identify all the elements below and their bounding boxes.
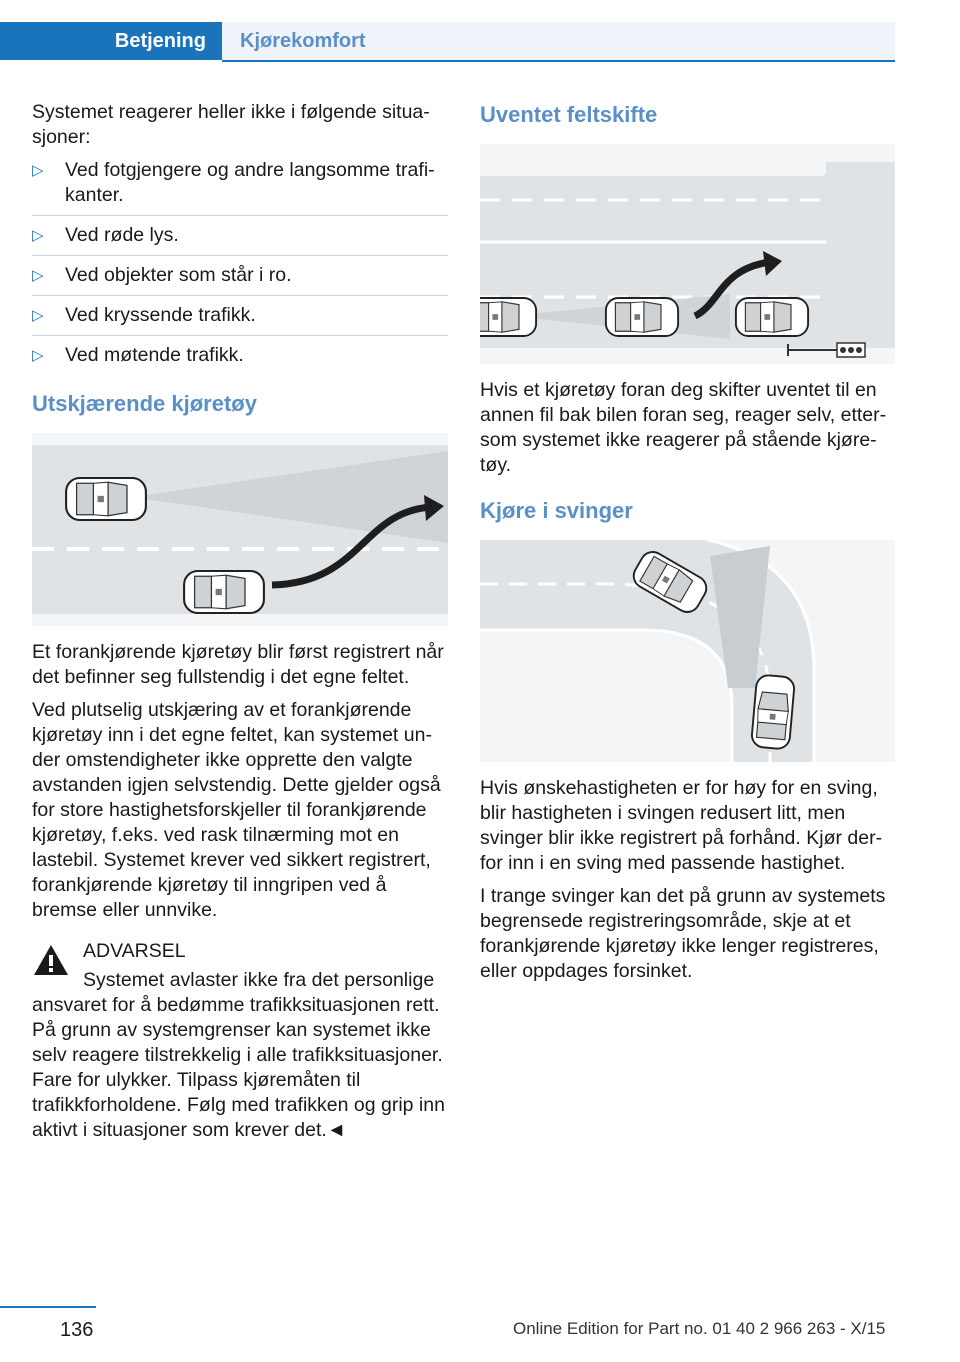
warning-title: ADVARSEL <box>83 940 186 962</box>
situation-list <box>32 158 448 375</box>
cut-in-vehicle-illustration <box>32 433 448 626</box>
list-item: ▷ Ved fotgjengere og andre langsomme trafikanter. <box>32 158 448 216</box>
warning-box <box>32 939 448 1143</box>
body-text: Hvis et kjøretøy foran deg skifter uventet til en annen fil bak bilen foran seg, reager selv, ettersom systemet ikke reagerer på stående kjøretøy. <box>480 379 887 476</box>
right-column <box>480 100 896 992</box>
section-heading: Uventet feltskifte <box>480 102 658 127</box>
triangle-bullet-icon: ▷ <box>32 267 44 284</box>
footer-rule <box>0 1306 96 1308</box>
tab-kjorekomfort[interactable]: Kjørekomfort <box>222 22 895 60</box>
body-text: Ved plutselig utskjæring av et forankjørende kjøretøy inn i det egne feltet, kan systemet under omstendigheter ikke opprette den valgte avstanden igjen selvstendig. Dette gjelder også for store hastighetsforskjeller til forankjørende kjøretøy, f.eks. ved rask tilnærming mot en lastebil. Systemet krever ved sikkert registrert, forankjørende kjøretøy til inngripen ved å bremse eller unnvike. <box>32 699 441 921</box>
triangle-bullet-icon: ▷ <box>32 307 44 324</box>
body-text: Hvis ønskehastigheten er for høy for en sving, blir hastigheten i svingen redusert litt, men svinger blir ikke registrert på forhånd. Kjør derfor inn i en sving med passende hastighet. <box>480 777 883 874</box>
warning-text: Systemet avlaster ikke fra det personlige ansvaret for å bedømme trafikksituasjonen rett. På grunn av systemgrenser kan systemet ikke selv reagere tilstrekkelig i alle trafikksituasjoner. Fare for ulykker. Tilpass kjøremåten til trafikkforholdene. Følg med trafikken og grip inn aktivt i situasjoner som krever det.◄ <box>32 969 445 1141</box>
header-rule <box>222 60 895 62</box>
section-heading: Kjøre i svinger <box>480 498 633 523</box>
triangle-bullet-icon: ▷ <box>32 162 44 179</box>
edition-text: Online Edition for Part no. 01 40 2 966 263 - X/15 <box>513 1319 886 1338</box>
tab-betjening[interactable]: Betjening <box>0 22 222 60</box>
list-item: ▷ Ved møtende trafikk. <box>32 344 244 366</box>
triangle-bullet-icon: ▷ <box>32 227 44 244</box>
body-text: I trange svinger kan det på grunn av systemets begrensede registreringsområde, skje at et forankjørende kjøretøy ikke lenger registreres, eller oppdages forsinket. <box>480 885 886 982</box>
page-number: 136 <box>60 1319 94 1341</box>
curve-driving-illustration <box>480 540 895 762</box>
left-column <box>32 100 448 1151</box>
section-heading: Utskjærende kjøretøy <box>32 391 257 416</box>
body-text: Et forankjørende kjøretøy blir først registrert når det befinner seg fullstendig i det egne feltet. <box>32 641 444 688</box>
list-item: ▷ Ved kryssende trafikk. <box>32 303 448 336</box>
warning-triangle-icon <box>32 943 70 977</box>
triangle-bullet-icon: ▷ <box>32 347 44 364</box>
lane-change-illustration <box>480 144 895 364</box>
intro-text: Systemet reagerer heller ikke i følgende situasjoner: <box>32 101 430 148</box>
header-tabs <box>0 22 895 62</box>
list-item: ▷ Ved røde lys. <box>32 223 448 256</box>
list-item: ▷ Ved objekter som står i ro. <box>32 263 448 296</box>
